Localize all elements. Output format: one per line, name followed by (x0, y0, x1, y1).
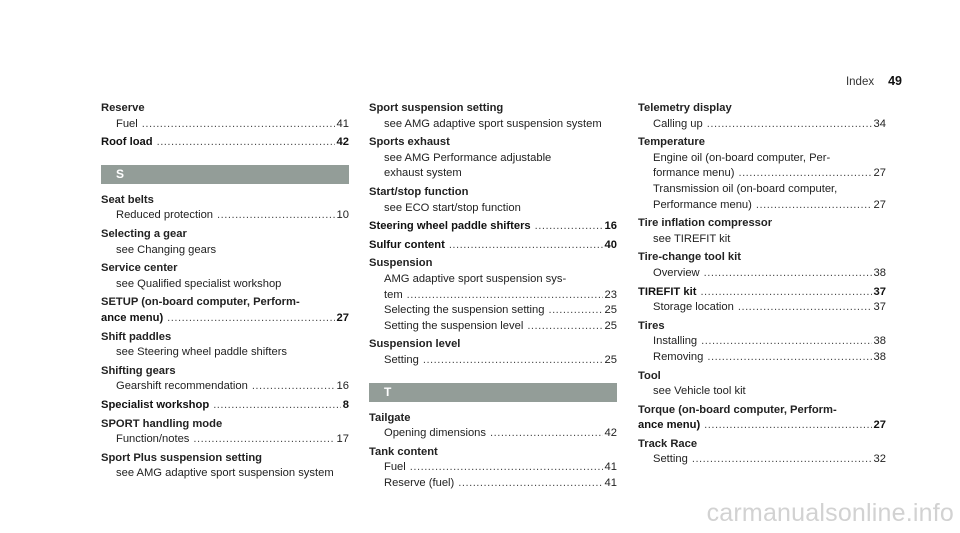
index-link[interactable]: TIREFIT kit ..... 37 (638, 285, 886, 301)
index-link[interactable]: Setting the suspension level ..... 25 (369, 319, 617, 335)
letter-section-t: T (369, 383, 617, 402)
entry-sports-exhaust: Sports exhaust see AMG Performance adjustable exhaust system (369, 135, 617, 182)
index-column-1 (101, 101, 349, 485)
index-link[interactable]: ance menu) ..... 27 (638, 418, 886, 434)
index-link[interactable]: Steering wheel paddle shifters ..... 16 (369, 219, 617, 235)
entry-sulfur (369, 238, 617, 254)
index-link[interactable]: Roof load ..... 42 (101, 135, 349, 151)
entry-seat-belts: Seat belts Reduced protection ..... 10 (101, 193, 349, 224)
page-ref: 41 (336, 117, 349, 130)
index-link[interactable]: Removing ..... 38 (638, 350, 886, 366)
index-link[interactable]: Function/notes ..... 17 (101, 432, 349, 448)
entry-track-race: Track Race Setting ..... 32 (638, 437, 886, 468)
index-link[interactable]: Fuel ..... 41 (369, 460, 617, 476)
entry-tires: Tires Installing ..... 38 Removing ..... 38 (638, 319, 886, 366)
entry-tank-content: Tank content Fuel ..... 41 Reserve (fuel) ..... 41 (369, 445, 617, 492)
entry-torque: Torque (on-board computer, Perform- ance menu) ..... 27 (638, 403, 886, 434)
index-link[interactable]: Specialist workshop ..... 8 (101, 398, 349, 414)
see-reference[interactable]: see AMG adaptive sport suspension system (116, 467, 334, 480)
entry-roof-load (101, 135, 349, 151)
entry-tire-inflation: Tire inflation compressor see TIREFIT kit (638, 216, 886, 247)
page-ref: 42 (336, 136, 349, 149)
see-reference[interactable]: see AMG Performance adjustable (384, 151, 552, 164)
see-reference[interactable]: see Changing gears (116, 243, 217, 256)
see-reference[interactable]: see Vehicle tool kit (653, 385, 746, 398)
index-link[interactable]: Performance menu) ..... 27 (638, 198, 886, 214)
see-reference-cont[interactable]: exhaust system (384, 167, 462, 180)
index-link[interactable]: Setting ..... 32 (638, 452, 886, 468)
index-link[interactable]: Opening dimensions ..... 42 (369, 426, 617, 442)
see-reference[interactable]: see TIREFIT kit (653, 232, 731, 245)
index-link[interactable]: Reduced protection ..... 10 (101, 208, 349, 224)
index-link[interactable]: Selecting the suspension setting ..... 25 (369, 303, 617, 319)
entry-tool: Tool see Vehicle tool kit (638, 369, 886, 400)
index-link[interactable]: Fuel ..... 41 (101, 117, 349, 133)
entry-sport-handling: SPORT handling mode Function/notes ..... 17 (101, 417, 349, 448)
index-column-3 (638, 101, 886, 471)
entry-specialist-workshop (101, 398, 349, 414)
see-reference[interactable]: see Steering wheel paddle shifters (116, 346, 288, 359)
entry-sport-plus: Sport Plus suspension setting see AMG adaptive sport suspension system (101, 451, 349, 482)
index-link[interactable]: tem ..... 23 (369, 288, 617, 304)
entry-service-center: Service center see Qualified specialist workshop (101, 261, 349, 292)
entry-reserve (101, 101, 349, 132)
header-page-number: 49 (888, 74, 902, 88)
entry-telemetry: Telemetry display Calling up ..... 34 (638, 101, 886, 132)
index-link[interactable]: Overview ..... 38 (638, 266, 886, 282)
index-link[interactable]: Installing ..... 38 (638, 334, 886, 350)
index-link[interactable]: formance menu) ..... 27 (638, 166, 886, 182)
index-link[interactable]: Setting ..... 25 (369, 353, 617, 369)
index-link[interactable]: Storage location ..... 37 (638, 300, 886, 316)
entry-tire-change: Tire-change tool kit Overview ..... 38 (638, 250, 886, 281)
entry-shift-paddles: Shift paddles see Steering wheel paddle shifters (101, 330, 349, 361)
entry-suspension: Suspension AMG adaptive sport suspension sys- tem ..... 23 Selecting the suspension setting ..... 25 Setting the suspension level ..... 25 (369, 256, 617, 334)
entry-selecting-gear: Selecting a gear see Changing gears (101, 227, 349, 258)
see-reference[interactable]: see Qualified specialist workshop (116, 277, 282, 290)
index-column-2 (369, 101, 617, 494)
page-header (846, 74, 902, 88)
entry-start-stop: Start/stop function see ECO start/stop function (369, 185, 617, 216)
index-link[interactable]: Calling up ..... 34 (638, 117, 886, 133)
entry-heading: Reserve (101, 102, 145, 114)
entry-tailgate: Tailgate Opening dimensions ..... 42 (369, 411, 617, 442)
letter-section-s: S (101, 165, 349, 184)
index-link[interactable]: Gearshift recommendation ..... 16 (101, 379, 349, 395)
see-reference[interactable]: see AMG adaptive sport suspension system (384, 117, 602, 130)
entry-suspension-level: Suspension level Setting ..... 25 (369, 337, 617, 368)
see-reference[interactable]: see ECO start/stop function (384, 201, 521, 214)
index-link[interactable]: ance menu) ..... 27 (101, 311, 349, 327)
header-label: Index (845, 76, 875, 88)
entry-shifting-gears: Shifting gears Gearshift recommendation ..... 16 (101, 364, 349, 395)
entry-sport-suspension: Sport suspension setting see AMG adaptive sport suspension system (369, 101, 617, 132)
index-link[interactable]: Sulfur content ..... 40 (369, 238, 617, 254)
entry-temperature: Temperature Engine oil (on-board computer, Per- formance menu) ..... 27 Transmission oil (on-board computer, Performance menu) ..... 27 (638, 135, 886, 213)
watermark-text: carmanualsonline.info (706, 499, 954, 527)
entry-steering-paddles (369, 219, 617, 235)
index-link[interactable]: Reserve (fuel) ..... 41 (369, 476, 617, 492)
entry-tirefit (638, 285, 886, 316)
entry-setup: SETUP (on-board computer, Perform- ance menu) ..... 27 (101, 295, 349, 326)
